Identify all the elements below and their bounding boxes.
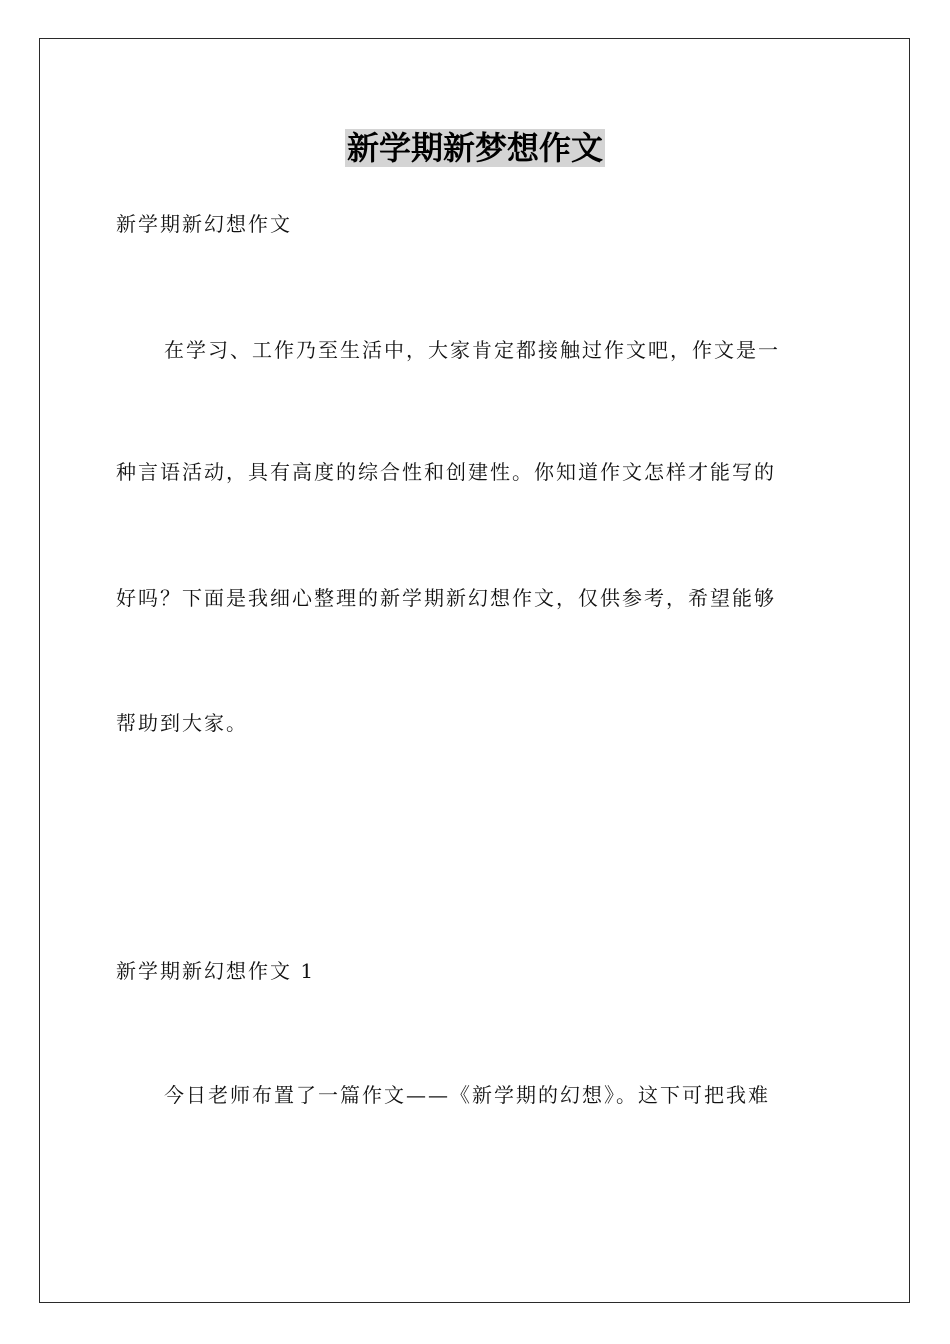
section-heading: 新学期新幻想作文 1 — [116, 959, 316, 983]
intro-line-2: 种言语活动，具有高度的综合性和创建性。你知道作文怎样才能写的 — [116, 460, 776, 484]
intro-line-1: 在学习、工作乃至生活中，大家肯定都接触过作文吧，作文是一 — [164, 338, 780, 362]
document-title — [0, 128, 950, 168]
intro-line-4: 帮助到大家。 — [116, 711, 248, 735]
body-line-1: 今日老师布置了一篇作文——《新学期的幻想》。这下可把我难 — [164, 1083, 770, 1107]
document-title-text: 新学期新梦想作文 — [346, 129, 603, 167]
document-subtitle: 新学期新幻想作文 — [116, 212, 292, 236]
intro-line-3: 好吗？下面是我细心整理的新学期新幻想作文，仅供参考，希望能够 — [116, 586, 776, 610]
